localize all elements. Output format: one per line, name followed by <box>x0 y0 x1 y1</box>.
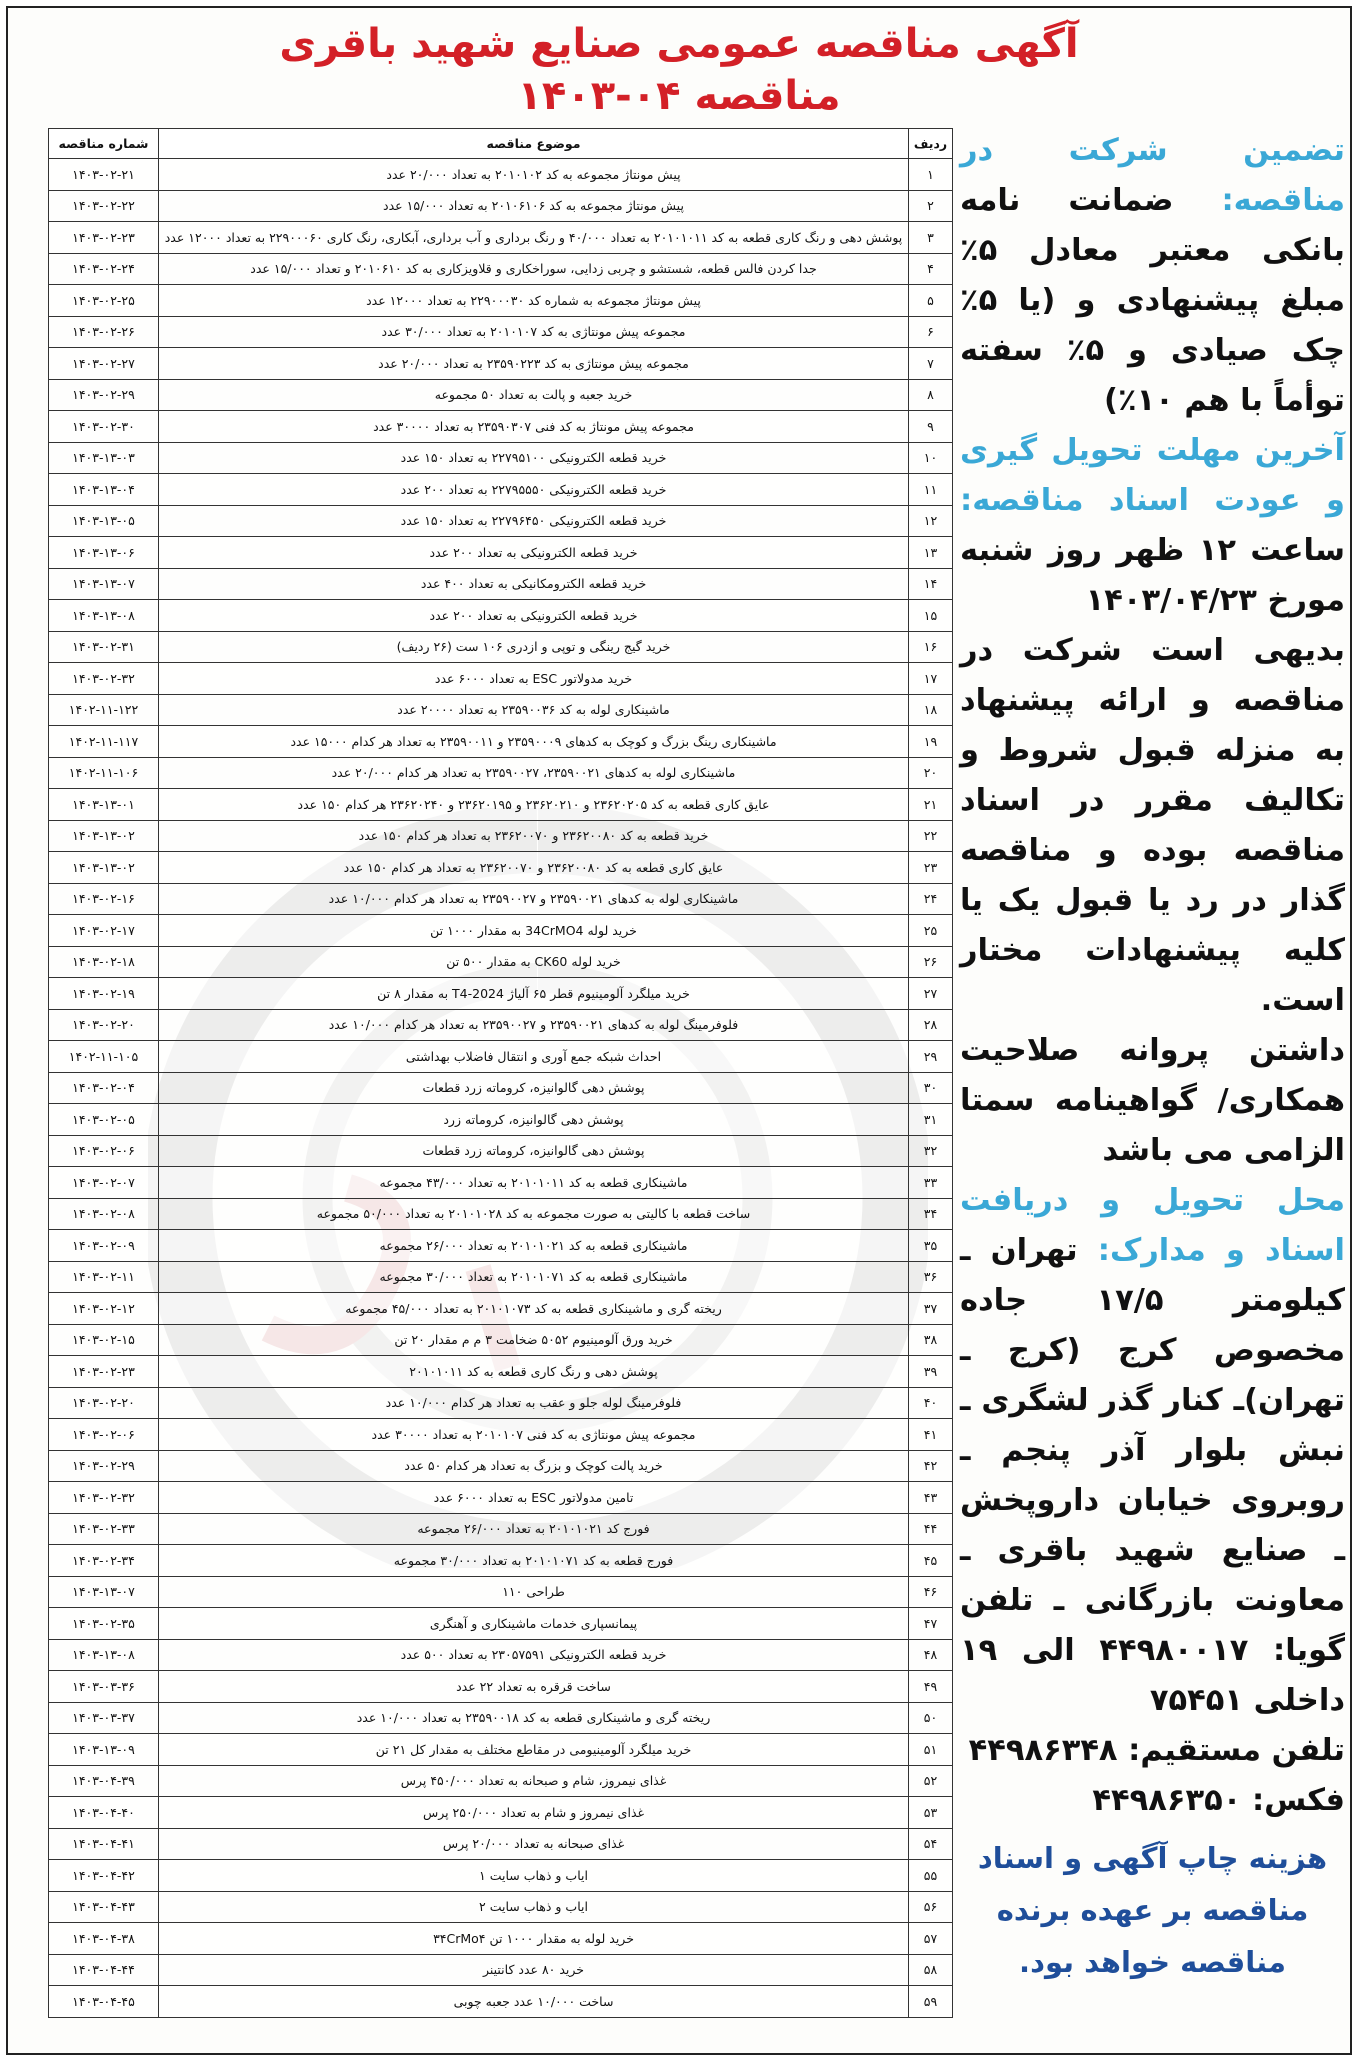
row-subject: مجموعه پیش مونتاژ به کد فنی ۲۳۵۹۰۳۰۷ به تعداد ۳۰۰۰۰ عدد <box>159 411 909 443</box>
row-tender-number: ۱۴۰۳-۱۳-۰۲ <box>49 852 159 884</box>
row-index: ۲۱ <box>909 789 953 821</box>
row-index: ۴۲ <box>909 1450 953 1482</box>
row-index: ۳۵ <box>909 1230 953 1262</box>
row-index: ۱۳ <box>909 537 953 569</box>
table-row <box>49 1545 953 1577</box>
deadline-heading: آخرین مهلت تحویل گیری و عودت اسناد مناقصه: <box>960 433 1345 518</box>
row-index: ۳۱ <box>909 1104 953 1136</box>
row-index: ۵۷ <box>909 1923 953 1955</box>
table-row <box>49 915 953 947</box>
table-row <box>49 442 953 474</box>
table-row <box>49 222 953 254</box>
row-index: ۴۹ <box>909 1671 953 1703</box>
row-subject: فورج قطعه به کد ۲۰۱۰۱۰۷۱ به تعداد ۳۰/۰۰۰ مجموعه <box>159 1545 909 1577</box>
table-row <box>49 1009 953 1041</box>
table-header-row <box>49 129 953 159</box>
row-index: ۱۴ <box>909 568 953 600</box>
row-tender-number: ۱۴۰۳-۰۲-۲۶ <box>49 316 159 348</box>
row-subject: خرید قطعه الکترونیکی به تعداد ۲۰۰ عدد <box>159 537 909 569</box>
table-row <box>49 1293 953 1325</box>
row-tender-number: ۱۴۰۳-۰۲-۳۵ <box>49 1608 159 1640</box>
title-block <box>8 18 1350 122</box>
row-tender-number: ۱۴۰۳-۱۳-۰۸ <box>49 1639 159 1671</box>
row-index: ۲۸ <box>909 1009 953 1041</box>
row-tender-number: ۱۴۰۳-۱۳-۰۷ <box>49 568 159 600</box>
row-index: ۱۰ <box>909 442 953 474</box>
row-tender-number: ۱۴۰۳-۰۲-۰۸ <box>49 1198 159 1230</box>
location-section <box>960 1176 1345 1726</box>
table-row <box>49 1167 953 1199</box>
row-tender-number: ۱۴۰۳-۰۲-۰۵ <box>49 1104 159 1136</box>
table-row <box>49 694 953 726</box>
row-subject: پوشش دهی گالوانیزه، کروماته زرد قطعات <box>159 1072 909 1104</box>
header-number: شماره مناقصه <box>49 129 159 159</box>
row-tender-number: ۱۴۰۳-۰۲-۲۳ <box>49 1356 159 1388</box>
row-subject: خرید لوله CK60 به مقدار ۵۰۰ تن <box>159 946 909 978</box>
row-subject: پوشش دهی گالوانیزه، کروماته زرد قطعات <box>159 1135 909 1167</box>
row-subject: ریخته گری و ماشینکاری قطعه به کد ۲۳۵۹۰۰۱۸ به تعداد ۱۰/۰۰۰ عدد <box>159 1702 909 1734</box>
table-row <box>49 285 953 317</box>
row-index: ۳۷ <box>909 1293 953 1325</box>
row-index: ۱۷ <box>909 663 953 695</box>
table-row <box>49 1513 953 1545</box>
table-row <box>49 1104 953 1136</box>
row-subject: ساخت ۱۰/۰۰۰ عدد جعبه چوبی <box>159 1986 909 2018</box>
row-tender-number: ۱۴۰۳-۰۲-۳۱ <box>49 631 159 663</box>
location-heading: محل تحویل و دریافت اسناد و مدارک: <box>960 1183 1346 1268</box>
row-index: ۲۴ <box>909 883 953 915</box>
row-index: ۳۲ <box>909 1135 953 1167</box>
row-subject: خرید قطعه الکترومکانیکی به تعداد ۴۰۰ عدد <box>159 568 909 600</box>
row-tender-number: ۱۴۰۳-۰۲-۰۴ <box>49 1072 159 1104</box>
row-subject: خرید ۸۰ عدد کانتینر <box>159 1954 909 1986</box>
row-tender-number: ۱۴۰۳-۰۲-۰۹ <box>49 1230 159 1262</box>
table-row <box>49 631 953 663</box>
table-row <box>49 1041 953 1073</box>
row-tender-number: ۱۴۰۲-۱۱-۱۱۷ <box>49 726 159 758</box>
row-index: ۹ <box>909 411 953 443</box>
row-index: ۶ <box>909 316 953 348</box>
row-tender-number: ۱۴۰۳-۰۲-۱۸ <box>49 946 159 978</box>
row-subject: ماشینکاری قطعه به کد ۲۰۱۰۱۰۷۱ به تعداد ۳۰/۰۰۰ مجموعه <box>159 1261 909 1293</box>
row-subject: خرید میلگرد آلومینیومی در مقاطع مختلف به مقدار کل ۲۱ تن <box>159 1734 909 1766</box>
row-index: ۲۵ <box>909 915 953 947</box>
row-subject: خرید قطعه الکترونیکی ۲۲۷۹۵۱۰۰ به تعداد ۱۵۰ عدد <box>159 442 909 474</box>
row-tender-number: ۱۴۰۳-۰۴-۴۱ <box>49 1828 159 1860</box>
row-tender-number: ۱۴۰۳-۰۲-۱۱ <box>49 1261 159 1293</box>
row-index: ۳۴ <box>909 1198 953 1230</box>
row-tender-number: ۱۴۰۳-۰۲-۱۶ <box>49 883 159 915</box>
row-index: ۴۳ <box>909 1482 953 1514</box>
table-row <box>49 1261 953 1293</box>
row-subject: پوشش دهی گالوانیزه، کروماته زرد <box>159 1104 909 1136</box>
row-index: ۴۱ <box>909 1419 953 1451</box>
row-tender-number: ۱۴۰۳-۰۴-۳۹ <box>49 1765 159 1797</box>
row-index: ۲۹ <box>909 1041 953 1073</box>
info-panel <box>960 126 1345 2046</box>
page-title: آگهی مناقصه عمومی صنایع شهید باقری <box>279 21 1079 67</box>
row-tender-number: ۱۴۰۳-۰۴-۳۸ <box>49 1923 159 1955</box>
row-index: ۳۶ <box>909 1261 953 1293</box>
deadline-section <box>960 426 1345 626</box>
table-row <box>49 505 953 537</box>
row-subject: ماشینکاری قطعه به کد ۲۰۱۰۱۰۲۱ به تعداد ۲۶/۰۰۰ مجموعه <box>159 1230 909 1262</box>
cost-note: هزینه چاپ آگهی و اسناد مناقصه بر عهده برنده مناقصه خواهد بود. <box>977 1841 1328 1979</box>
table-row <box>49 1608 953 1640</box>
table-row <box>49 883 953 915</box>
row-index: ۱۶ <box>909 631 953 663</box>
row-tender-number: ۱۴۰۳-۰۲-۲۹ <box>49 1450 159 1482</box>
row-tender-number: ۱۴۰۳-۰۲-۰۶ <box>49 1135 159 1167</box>
row-index: ۱۵ <box>909 600 953 632</box>
row-subject: مجموعه پیش مونتاژی به کد ۲۳۵۹۰۲۲۳ به تعداد ۲۰/۰۰۰ عدد <box>159 348 909 380</box>
row-subject: ماشینکاری قطعه به کد ۲۰۱۰۱۰۱۱ به تعداد ۴۳/۰۰۰ مجموعه <box>159 1167 909 1199</box>
row-index: ۵۹ <box>909 1986 953 2018</box>
row-subject: خرید قطعه الکترونیکی به تعداد ۲۰۰ عدد <box>159 600 909 632</box>
row-index: ۳۳ <box>909 1167 953 1199</box>
row-subject: فورج کد ۲۰۱۰۱۰۲۱ به تعداد ۲۶/۰۰۰ مجموعه <box>159 1513 909 1545</box>
row-subject: خرید قطعه الکترونیکی ۲۲۷۹۵۵۵۰ به تعداد ۲۰۰ عدد <box>159 474 909 506</box>
row-index: ۴۵ <box>909 1545 953 1577</box>
row-index: ۱۹ <box>909 726 953 758</box>
table-row <box>49 1891 953 1923</box>
row-index: ۱ <box>909 159 953 191</box>
row-index: ۲۶ <box>909 946 953 978</box>
row-tender-number: ۱۴۰۳-۰۴-۴۴ <box>49 1954 159 1986</box>
table-row <box>49 1828 953 1860</box>
row-subject: فلوفرمینگ لوله به کدهای ۲۳۵۹۰۰۲۱ و ۲۳۵۹۰۰۲۷ به تعداد هر کدام ۱۰/۰۰۰ عدد <box>159 1009 909 1041</box>
table-row <box>49 1734 953 1766</box>
row-tender-number: ۱۴۰۲-۱۱-۱۰۵ <box>49 1041 159 1073</box>
advertisement-frame <box>6 6 1352 2055</box>
row-tender-number: ۱۴۰۳-۰۴-۴۳ <box>49 1891 159 1923</box>
row-tender-number: ۱۴۰۳-۰۲-۲۰ <box>49 1387 159 1419</box>
row-tender-number: ۱۴۰۳-۱۳-۰۸ <box>49 600 159 632</box>
row-subject: پیمانسپاری خدمات ماشینکاری و آهنگری <box>159 1608 909 1640</box>
license-text: داشتن پروانه صلاحیت همکاری/ گواهینامه سمتا الزامی می باشد <box>960 1033 1345 1168</box>
row-tender-number: ۱۴۰۳-۱۳-۰۱ <box>49 789 159 821</box>
table-row <box>49 1482 953 1514</box>
table-row <box>49 1576 953 1608</box>
row-subject: فلوفرمینگ لوله جلو و عقب به تعداد هر کدام ۱۰/۰۰۰ عدد <box>159 1387 909 1419</box>
row-tender-number: ۱۴۰۳-۰۲-۲۱ <box>49 159 159 191</box>
row-tender-number: ۱۴۰۳-۰۲-۲۰ <box>49 1009 159 1041</box>
row-tender-number: ۱۴۰۳-۰۲-۲۷ <box>49 348 159 380</box>
table-row <box>49 1954 953 1986</box>
tender-table <box>48 128 953 2018</box>
row-subject: ماشینکاری لوله به کدهای ۲۳۵۹۰۰۲۱ و ۲۳۵۹۰۰۲۷ به تعداد هر کدام ۱۰/۰۰۰ عدد <box>159 883 909 915</box>
row-subject: خرید قطعه الکترونیکی ۲۲۷۹۶۴۵۰ به تعداد ۱۵۰ عدد <box>159 505 909 537</box>
row-tender-number: ۱۴۰۳-۰۲-۳۳ <box>49 1513 159 1545</box>
tender-number-title: مناقصه ۰۴-۱۴۰۳ <box>517 73 841 119</box>
row-index: ۵۰ <box>909 1702 953 1734</box>
row-subject: عایق کاری قطعه به کد ۲۳۶۲۰۰۸۰ و ۲۳۶۲۰۰۷۰ به تعداد هر کدام ۱۵۰ عدد <box>159 852 909 884</box>
row-subject: خرید میلگرد آلومینیوم قطر ۶۵ آلیاژ 2024-T4 به مقدار ۸ تن <box>159 978 909 1010</box>
row-subject: پیش مونتاژ مجموعه به شماره کد ۲۲۹۰۰۰۳۰ به تعداد ۱۲۰۰۰ عدد <box>159 285 909 317</box>
row-index: ۴۰ <box>909 1387 953 1419</box>
table-row <box>49 789 953 821</box>
row-tender-number: ۱۴۰۳-۰۲-۳۲ <box>49 1482 159 1514</box>
row-subject: ایاب و ذهاب سایت ۲ <box>159 1891 909 1923</box>
row-subject: خرید ورق آلومینیوم ۵۰۵۲ ضخامت ۳ م م مقدار ۲۰ تن <box>159 1324 909 1356</box>
table-row <box>49 1986 953 2018</box>
row-subject: ماشینکاری رینگ بزرگ و کوچک به کدهای ۲۳۵۹۰۰۰۹ و ۲۳۵۹۰۰۱۱ به تعداد هر کدام ۱۵۰۰۰ عدد <box>159 726 909 758</box>
table-row <box>49 1387 953 1419</box>
row-tender-number: ۱۴۰۳-۰۳-۳۶ <box>49 1671 159 1703</box>
table-row <box>49 1860 953 1892</box>
table-row <box>49 1135 953 1167</box>
terms-text: بدیهی است شرکت در مناقصه و ارائه پیشنهاد به منزله قبول شروط و تکالیف مقرر در اسناد مناقصه بوده و مناقصه گذار در رد یا قبول یک یا کلیه پیشنهادات مختار است. <box>960 633 1345 1018</box>
table-row <box>49 1198 953 1230</box>
row-index: ۳۰ <box>909 1072 953 1104</box>
row-index: ۵ <box>909 285 953 317</box>
row-tender-number: ۱۴۰۲-۱۱-۱۰۶ <box>49 757 159 789</box>
guarantee-section <box>960 126 1345 426</box>
table-row <box>49 946 953 978</box>
row-subject: پوشش دهی و رنگ کاری قطعه به کد ۲۰۱۰۱۰۱۱ به تعداد ۴۰/۰۰۰ و رنگ برداری و آب برداری، آبکاری، رنگ کاری ۲۲۹۰۰۰۶۰ به تعداد ۱۲۰۰۰ عدد <box>159 222 909 254</box>
table-row <box>49 1324 953 1356</box>
row-tender-number: ۱۴۰۲-۱۱-۱۲۲ <box>49 694 159 726</box>
row-tender-number: ۱۴۰۳-۰۴-۴۲ <box>49 1860 159 1892</box>
row-tender-number: ۱۴۰۳-۰۲-۲۵ <box>49 285 159 317</box>
table-row <box>49 537 953 569</box>
row-subject: خرید لوله به مقدار ۱۰۰۰ تن ۳۴CrMo۴ <box>159 1923 909 1955</box>
row-tender-number: ۱۴۰۳-۰۲-۱۹ <box>49 978 159 1010</box>
row-tender-number: ۱۴۰۳-۱۳-۰۴ <box>49 474 159 506</box>
row-subject: مجموعه پیش مونتاژی به کد فنی ۲۰۱۰۱۰۷ به تعداد ۳۰۰۰۰ عدد <box>159 1419 909 1451</box>
location-text: تهران ـ کیلومتر ۱۷/۵ جاده مخصوص کرج (کرج ـ تهران)ـ کنار گذر لشگری ـ نبش بلوار آذر پنجم ـ روبروی خیابان داروپخش ـ صنایع شهید باقری ـ معاونت بازرگانی ـ تلفن گویا: ۴۴۹۸۰۰۱۷ الی ۱۹ داخلی ۷۵۴۵۱ <box>960 1233 1345 1718</box>
row-tender-number: ۱۴۰۳-۰۴-۴۵ <box>49 1986 159 2018</box>
row-tender-number: ۱۴۰۳-۰۲-۲۳ <box>49 222 159 254</box>
row-subject: خرید قطعه به کد ۲۳۶۲۰۰۸۰ و ۲۳۶۲۰۰۷۰ به تعداد هر کدام ۱۵۰ عدد <box>159 820 909 852</box>
row-tender-number: ۱۴۰۳-۰۲-۳۴ <box>49 1545 159 1577</box>
row-index: ۲ <box>909 190 953 222</box>
row-subject: خرید گیج رینگی و توپی و ازدری ۱۰۶ ست (۲۶ ردیف) <box>159 631 909 663</box>
row-index: ۴۷ <box>909 1608 953 1640</box>
row-index: ۳۹ <box>909 1356 953 1388</box>
table-row <box>49 757 953 789</box>
row-tender-number: ۱۴۰۳-۰۲-۲۲ <box>49 190 159 222</box>
table-row <box>49 1356 953 1388</box>
table-row <box>49 1797 953 1829</box>
row-subject: پیش مونتاژ مجموعه به کد ۲۰۱۰۶۱۰۶ به تعداد ۱۵/۰۰۰ عدد <box>159 190 909 222</box>
row-tender-number: ۱۴۰۳-۱۳-۰۳ <box>49 442 159 474</box>
row-subject: ساخت قرقره به تعداد ۲۲ عدد <box>159 1671 909 1703</box>
table-row <box>49 253 953 285</box>
row-tender-number: ۱۴۰۳-۰۳-۳۷ <box>49 1702 159 1734</box>
row-tender-number: ۱۴۰۳-۱۳-۰۵ <box>49 505 159 537</box>
table-row <box>49 726 953 758</box>
row-index: ۵۲ <box>909 1765 953 1797</box>
row-tender-number: ۱۴۰۳-۰۲-۲۴ <box>49 253 159 285</box>
table-row <box>49 1702 953 1734</box>
row-index: ۱۲ <box>909 505 953 537</box>
row-subject: خرید پالت کوچک و بزرگ به تعداد هر کدام ۵۰ عدد <box>159 1450 909 1482</box>
row-index: ۵۳ <box>909 1797 953 1829</box>
row-index: ۴۶ <box>909 1576 953 1608</box>
row-tender-number: ۱۴۰۳-۰۲-۰۶ <box>49 1419 159 1451</box>
row-subject: پیش مونتاژ مجموعه به کد ۲۰۱۰۱۰۲ به تعداد ۲۰/۰۰۰ عدد <box>159 159 909 191</box>
table-row <box>49 1765 953 1797</box>
row-index: ۱۱ <box>909 474 953 506</box>
row-subject: غذای نیمروز و شام به تعداد ۲۵۰/۰۰۰ پرس <box>159 1797 909 1829</box>
row-tender-number: ۱۴۰۳-۰۲-۰۷ <box>49 1167 159 1199</box>
row-index: ۵۴ <box>909 1828 953 1860</box>
row-index: ۵۶ <box>909 1891 953 1923</box>
row-subject: خرید لوله 34CrMO4 به مقدار ۱۰۰۰ تن <box>159 915 909 947</box>
row-subject: احداث شبکه جمع آوری و انتقال فاضلاب بهداشتی <box>159 1041 909 1073</box>
header-index: ردیف <box>909 129 953 159</box>
table-row <box>49 600 953 632</box>
row-index: ۲۰ <box>909 757 953 789</box>
row-subject: ساخت قطعه با کالیتی به صورت مجموعه به کد ۲۰۱۰۱۰۲۸ به تعداد ۵۰/۰۰۰ مجموعه <box>159 1198 909 1230</box>
row-subject: غذای صبحانه به تعداد ۲۰/۰۰۰ پرس <box>159 1828 909 1860</box>
row-tender-number: ۱۴۰۳-۱۳-۰۲ <box>49 820 159 852</box>
row-subject: پوشش دهی و رنگ کاری قطعه به کد ۲۰۱۰۱۰۱۱ <box>159 1356 909 1388</box>
table-row <box>49 852 953 884</box>
table-row <box>49 1419 953 1451</box>
row-subject: خرید جعبه و پالت به تعداد ۵۰ مجموعه <box>159 379 909 411</box>
table-row <box>49 1230 953 1262</box>
table-row <box>49 474 953 506</box>
row-index: ۴ <box>909 253 953 285</box>
row-index: ۴۸ <box>909 1639 953 1671</box>
table-row <box>49 190 953 222</box>
fax-number: فکس: ۴۴۹۸۶۳۵۰ <box>1092 1783 1345 1818</box>
row-tender-number: ۱۴۰۳-۰۲-۱۷ <box>49 915 159 947</box>
table-row <box>49 1671 953 1703</box>
guarantee-heading: تضمین شرکت در مناقصه: <box>960 133 1345 218</box>
row-subject: طراحی ۱۱۰ <box>159 1576 909 1608</box>
row-tender-number: ۱۴۰۳-۰۴-۴۰ <box>49 1797 159 1829</box>
table-row <box>49 316 953 348</box>
row-index: ۲۲ <box>909 820 953 852</box>
table-row <box>49 379 953 411</box>
table-row <box>49 1072 953 1104</box>
row-index: ۲۳ <box>909 852 953 884</box>
row-index: ۷ <box>909 348 953 380</box>
row-tender-number: ۱۴۰۳-۰۲-۳۲ <box>49 663 159 695</box>
row-tender-number: ۱۴۰۳-۱۳-۰۹ <box>49 1734 159 1766</box>
table-row <box>49 1923 953 1955</box>
row-index: ۳۸ <box>909 1324 953 1356</box>
table-row <box>49 568 953 600</box>
row-index: ۴۴ <box>909 1513 953 1545</box>
row-tender-number: ۱۴۰۳-۱۳-۰۶ <box>49 537 159 569</box>
row-subject: خرید مدولاتور ESC به تعداد ۶۰۰۰ عدد <box>159 663 909 695</box>
table-row <box>49 411 953 443</box>
row-index: ۳ <box>909 222 953 254</box>
row-index: ۵۵ <box>909 1860 953 1892</box>
table-row <box>49 348 953 380</box>
row-subject: غذای نیمروز، شام و صبحانه به تعداد ۴۵۰/۰۰۰ پرس <box>159 1765 909 1797</box>
row-index: ۲۷ <box>909 978 953 1010</box>
row-subject: مجموعه پیش مونتاژی به کد ۲۰۱۰۱۰۷ به تعداد ۳۰/۰۰۰ عدد <box>159 316 909 348</box>
row-subject: ایاب و ذهاب سایت ۱ <box>159 1860 909 1892</box>
row-subject: ماشینکاری لوله به کد ۲۳۵۹۰۰۳۶ به تعداد ۲۰۰۰۰ عدد <box>159 694 909 726</box>
row-tender-number: ۱۴۰۳-۰۲-۱۵ <box>49 1324 159 1356</box>
table-row <box>49 1450 953 1482</box>
row-tender-number: ۱۴۰۳-۰۲-۱۲ <box>49 1293 159 1325</box>
row-index: ۸ <box>909 379 953 411</box>
table-row <box>49 159 953 191</box>
direct-phone: تلفن مستقیم: ۴۴۹۸۶۳۴۸ <box>968 1733 1345 1768</box>
tender-table-wrapper <box>48 128 953 2038</box>
row-subject: خرید قطعه الکترونیکی ۲۳۰۵۷۵۹۱ به تعداد ۵۰۰ عدد <box>159 1639 909 1671</box>
row-tender-number: ۱۴۰۳-۰۲-۳۰ <box>49 411 159 443</box>
row-subject: ماشینکاری لوله به کدهای ۲۳۵۹۰۰۲۱، ۲۳۵۹۰۰۲۷ به تعداد هر کدام ۲۰/۰۰۰ عدد <box>159 757 909 789</box>
table-row <box>49 663 953 695</box>
tender-table-body <box>49 159 953 2018</box>
row-tender-number: ۱۴۰۳-۰۲-۲۹ <box>49 379 159 411</box>
header-subject: موضوع مناقصه <box>159 129 909 159</box>
row-index: ۵۱ <box>909 1734 953 1766</box>
row-tender-number: ۱۴۰۳-۱۳-۰۷ <box>49 1576 159 1608</box>
table-row <box>49 978 953 1010</box>
row-subject: ریخته گری و ماشینکاری قطعه به کد ۲۰۱۰۱۰۷۳ به تعداد ۴۵/۰۰۰ مجموعه <box>159 1293 909 1325</box>
deadline-text: ساعت ۱۲ ظهر روز شنبه مورخ ۱۴۰۳/۰۴/۲۳ <box>960 533 1345 618</box>
row-index: ۱۸ <box>909 694 953 726</box>
row-subject: جدا کردن فالس قطعه، شستشو و چربی زدایی، سوراخکاری و قلاویزکاری به کد ۲۰۱۰۶۱۰ و تعداد ۱۵/۰۰۰ عدد <box>159 253 909 285</box>
row-subject: تامین مدولاتور ESC به تعداد ۶۰۰۰ عدد <box>159 1482 909 1514</box>
table-row <box>49 1639 953 1671</box>
row-subject: عایق کاری قطعه به کد ۲۳۶۲۰۲۰۵ و ۲۳۶۲۰۲۱۰ و ۲۳۶۲۰۱۹۵ و ۲۳۶۲۰۲۴۰ هر کدام ۱۵۰ عدد <box>159 789 909 821</box>
table-row <box>49 820 953 852</box>
row-index: ۵۸ <box>909 1954 953 1986</box>
guarantee-text: ضمانت نامه بانکی معتبر معادل ۵٪ مبلغ پیشنهادی و (یا ۵٪ چک صیادی و ۵٪ سفته توأماً با هم ۱۰٪) <box>960 183 1345 418</box>
